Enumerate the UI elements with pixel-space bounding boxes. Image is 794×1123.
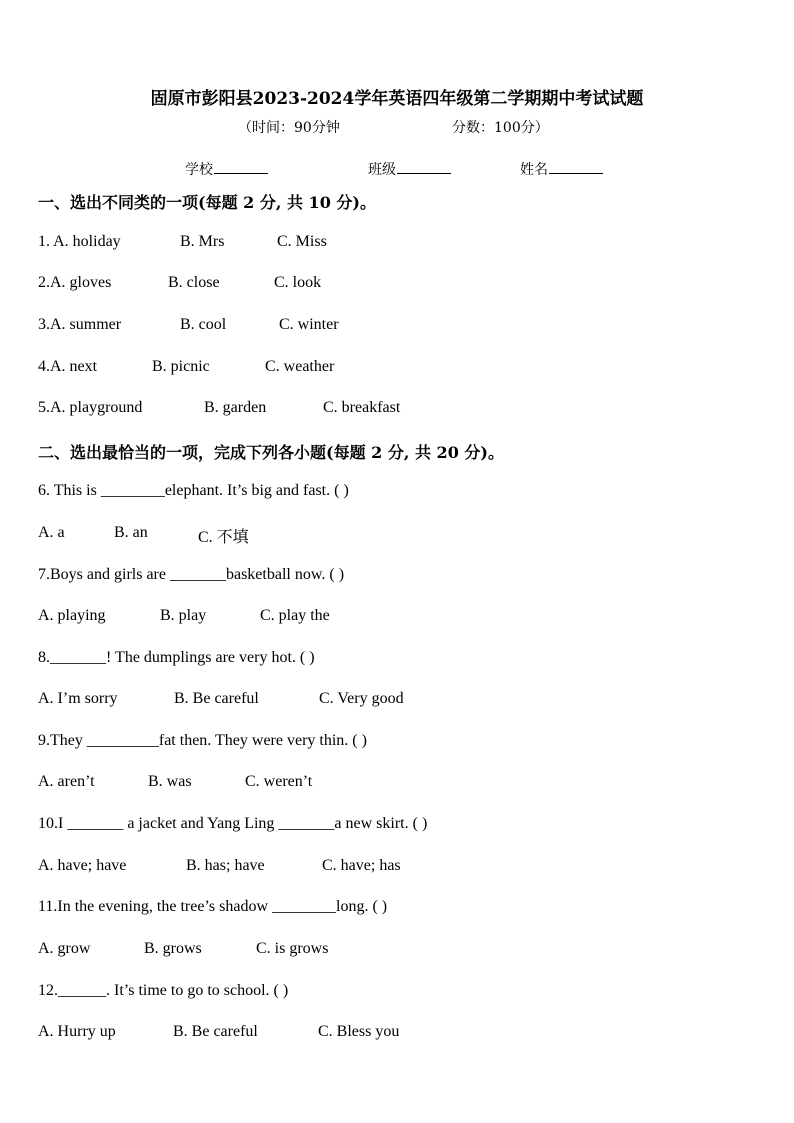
q7-option-c: C. play the	[260, 607, 330, 624]
q7-option-b: B. play	[160, 607, 207, 624]
exam-title: 固原市彭阳县2023-2024学年英语四年级第二学期期中考试试题	[150, 89, 644, 109]
q8-stem: 8._______! The dumplings are very hot. ( )	[38, 649, 315, 666]
q10-option-b: B. has; have	[186, 857, 265, 874]
q8-option-c: C. Very good	[319, 690, 404, 707]
class-label: 班级	[368, 162, 396, 178]
q11-option-c: C. is grows	[256, 940, 329, 957]
q8-option-a: A. I’m sorry	[38, 690, 118, 707]
q9-stem: 9.They _________fat then. They were very thin. ( )	[38, 732, 367, 749]
q2-option-b: B. close	[168, 274, 220, 291]
q11-option-b: B. grows	[144, 940, 202, 957]
q3-option-b: B. cool	[180, 316, 227, 333]
school-field	[185, 159, 268, 179]
q6-option-c: C. 不填	[198, 529, 249, 546]
q12-option-c: C. Bless you	[318, 1023, 400, 1040]
school-label: 学校	[185, 162, 213, 178]
q5-option-c: C. breakfast	[323, 399, 401, 416]
q11-stem: 11.In the evening, the tree’s shadow ________long. ( )	[38, 898, 388, 915]
exam-score: 分数：100分）	[452, 120, 549, 136]
class-field	[368, 159, 451, 179]
q2-option-a: 2.A. gloves	[38, 274, 112, 291]
q6-stem: 6. This is ________elephant. It’s big and fast. ( )	[38, 482, 349, 499]
q10-stem: 10.I _______ a jacket and Yang Ling _______a new skirt. ( )	[38, 815, 428, 832]
q10-option-c: C. have; has	[322, 857, 401, 874]
q7-stem: 7.Boys and girls are _______basketball now. ( )	[38, 566, 345, 583]
q3-option-c: C. winter	[279, 316, 339, 333]
q1-option-c: C. Miss	[277, 233, 327, 250]
q1-option-a: 1. A. holiday	[38, 233, 121, 250]
q11-option-a: A. grow	[38, 940, 91, 957]
section-1-heading: 一、选出不同类的一项(每题 2 分, 共 10 分)。	[38, 193, 376, 212]
school-blank[interactable]	[214, 159, 268, 174]
q4-option-c: C. weather	[265, 358, 335, 375]
name-field	[520, 159, 603, 179]
q9-option-c: C. weren’t	[245, 773, 313, 790]
name-blank[interactable]	[549, 159, 603, 174]
q1-option-b: B. Mrs	[180, 233, 225, 250]
section-2-heading: 二、选出最恰当的一项，完成下列各小题(每题 2 分, 共 20 分)。	[38, 443, 504, 462]
q8-option-b: B. Be careful	[174, 690, 259, 707]
q9-option-a: A. aren’t	[38, 773, 95, 790]
q4-option-b: B. picnic	[152, 358, 210, 375]
q4-option-a: 4.A. next	[38, 358, 98, 375]
q10-option-a: A. have; have	[38, 857, 127, 874]
class-blank[interactable]	[397, 159, 451, 174]
name-label: 姓名	[520, 162, 548, 178]
q7-option-a: A. playing	[38, 607, 106, 624]
q5-option-a: 5.A. playground	[38, 399, 143, 416]
q6-option-a: A. a	[38, 524, 65, 541]
q5-option-b: B. garden	[204, 399, 267, 416]
q12-stem: 12.______. It’s time to go to school. ( )	[38, 982, 289, 999]
q9-option-b: B. was	[148, 773, 192, 790]
q12-option-b: B. Be careful	[173, 1023, 258, 1040]
q2-option-c: C. look	[274, 274, 322, 291]
q6-option-b: B. an	[114, 524, 148, 541]
q3-option-a: 3.A. summer	[38, 316, 122, 333]
q12-option-a: A. Hurry up	[38, 1023, 116, 1040]
exam-time: （时间：90分钟	[238, 120, 340, 136]
